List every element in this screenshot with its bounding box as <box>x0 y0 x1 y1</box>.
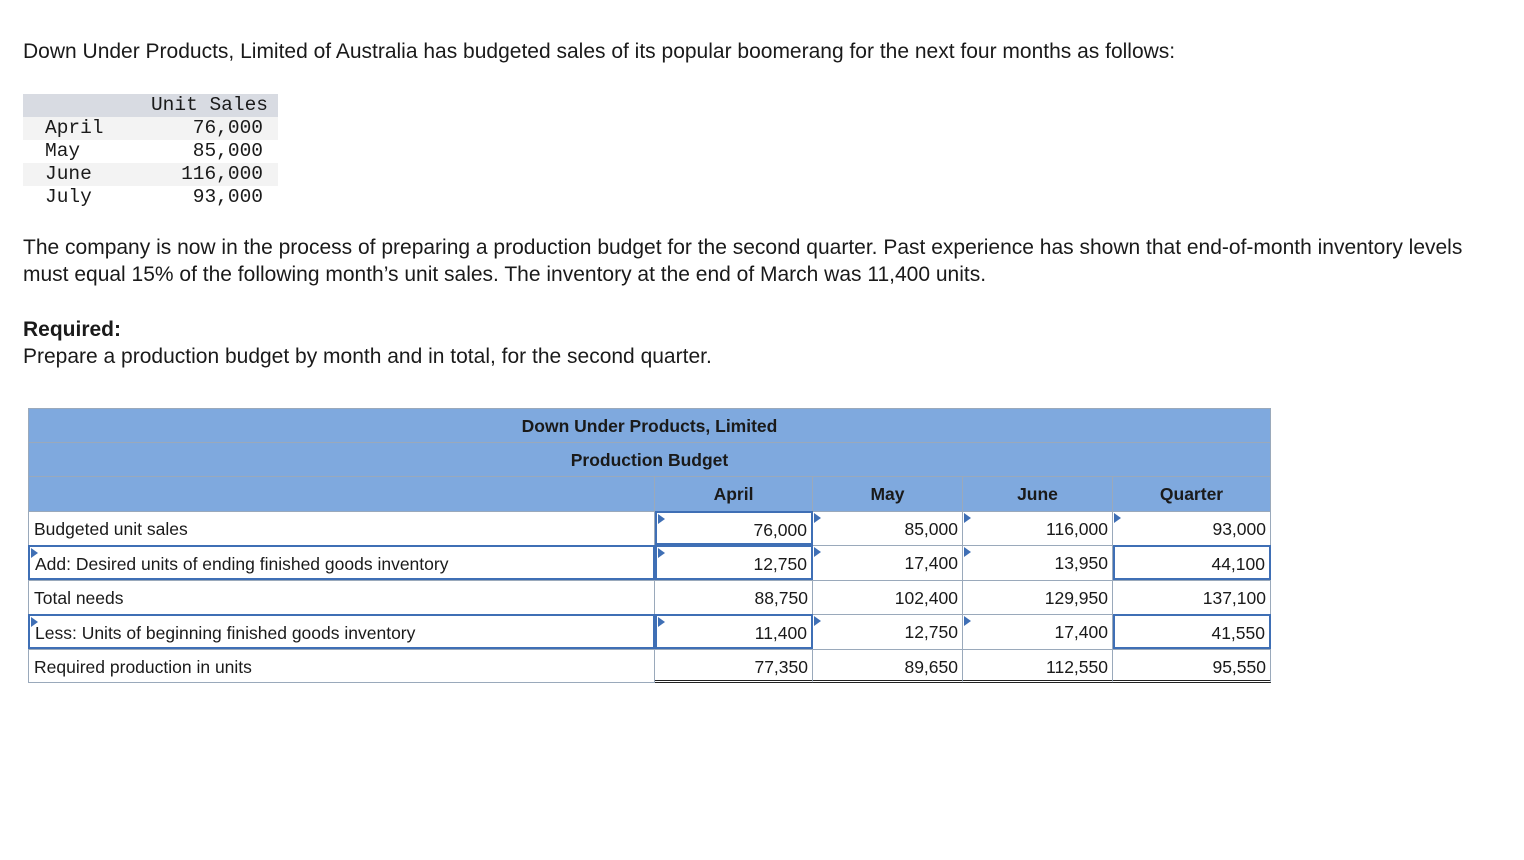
sales-row: June 116,000 <box>23 163 278 186</box>
row-label-beginning-inventory[interactable]: Less: Units of beginning finished goods inventory <box>28 614 655 649</box>
production-budget-table <box>28 408 1271 683</box>
column-header-june: June <box>963 476 1113 511</box>
column-header-quarter: Quarter <box>1113 476 1271 511</box>
required-text: Prepare a production budget by month and in total, for the second quarter. <box>23 345 712 368</box>
computed-cell-may[interactable]: 89,650 <box>813 649 963 684</box>
row-label-required-production: Required production in units <box>28 649 655 684</box>
input-cell-may[interactable]: 85,000 <box>813 511 963 546</box>
column-header-april: April <box>655 476 813 511</box>
input-cell-quarter[interactable]: 93,000 <box>1113 511 1271 546</box>
input-cell-quarter[interactable]: 44,100 <box>1113 545 1271 580</box>
input-cell-quarter[interactable]: 41,550 <box>1113 614 1271 649</box>
computed-cell-june[interactable]: 112,550 <box>963 649 1113 684</box>
input-cell-april[interactable]: 12,750 <box>655 545 813 580</box>
budget-company-name: Down Under Products, Limited <box>28 408 1271 442</box>
column-header-may: May <box>813 476 963 511</box>
sales-row: July 93,000 <box>23 186 278 209</box>
input-cell-june[interactable]: 17,400 <box>963 614 1113 649</box>
input-cell-june[interactable]: 116,000 <box>963 511 1113 546</box>
input-cell-april[interactable]: 11,400 <box>655 614 813 649</box>
unit-sales-header: Unit Sales <box>23 94 278 117</box>
row-label-total-needs: Total needs <box>28 580 655 615</box>
budget-title: Production Budget <box>28 442 1271 476</box>
input-cell-may[interactable]: 17,400 <box>813 545 963 580</box>
intro-text: Down Under Products, Limited of Australia has budgeted sales of its popular boomerang for the next four months as follows: <box>23 40 1176 63</box>
computed-cell-may[interactable]: 102,400 <box>813 580 963 615</box>
label-column-header <box>28 476 655 511</box>
computed-cell-april[interactable]: 77,350 <box>655 649 813 684</box>
computed-cell-quarter[interactable]: 95,550 <box>1113 649 1271 684</box>
problem-paragraph: The company is now in the process of preparing a production budget for the second quarter. Past experience has shown that end-of-month inventory levels must equal 15% of the following month’s unit sales. The inventory at the end of March was 11,400 units. <box>23 236 1463 286</box>
required-heading: Required: <box>23 318 122 341</box>
input-cell-june[interactable]: 13,950 <box>963 545 1113 580</box>
unit-sales-table <box>23 94 278 209</box>
row-label-ending-inventory[interactable]: Add: Desired units of ending finished goods inventory <box>28 545 655 580</box>
input-cell-april[interactable]: 76,000 <box>655 511 813 546</box>
sales-row: April 76,000 <box>23 117 278 140</box>
computed-cell-quarter[interactable]: 137,100 <box>1113 580 1271 615</box>
computed-cell-april[interactable]: 88,750 <box>655 580 813 615</box>
input-cell-may[interactable]: 12,750 <box>813 614 963 649</box>
sales-row: May 85,000 <box>23 140 278 163</box>
computed-cell-june[interactable]: 129,950 <box>963 580 1113 615</box>
row-label-budgeted-unit-sales: Budgeted unit sales <box>28 511 655 546</box>
